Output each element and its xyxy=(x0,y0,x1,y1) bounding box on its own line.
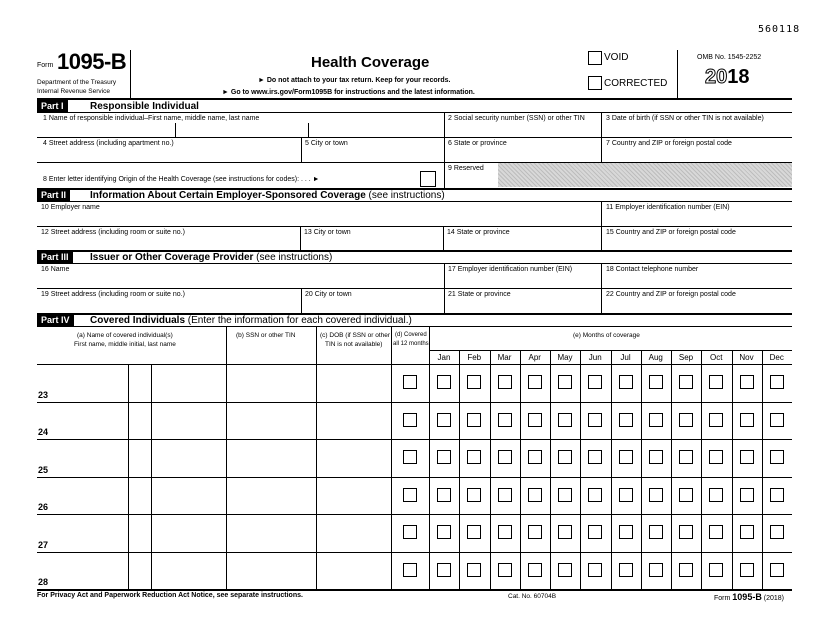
row-number: 27 xyxy=(38,539,49,550)
form-number: 1095-B xyxy=(57,49,127,74)
month-checkbox-mar[interactable] xyxy=(498,413,512,427)
part-4-title-text: Covered Individuals xyxy=(90,315,186,326)
field-10-label: 10 Employer name xyxy=(41,204,100,211)
row-number: 26 xyxy=(38,502,49,512)
col-c-header-1: (c) DOB (if SSN or other xyxy=(320,332,391,339)
month-checkbox-feb[interactable] xyxy=(467,413,481,427)
month-checkbox-may[interactable] xyxy=(558,375,572,389)
month-checkbox-nov[interactable] xyxy=(740,413,754,427)
month-checkbox-may[interactable] xyxy=(558,563,572,577)
row-number: 28 xyxy=(38,577,49,587)
field-21-label: 21 State or province xyxy=(448,291,511,298)
corrected-checkbox[interactable] xyxy=(588,76,602,90)
month-checkbox-dec[interactable] xyxy=(770,375,784,389)
void-label: VOID xyxy=(604,52,629,63)
month-checkbox-jul[interactable] xyxy=(619,413,633,427)
month-checkbox-sep[interactable] xyxy=(679,413,693,427)
month-checkbox-dec[interactable] xyxy=(770,563,784,577)
covered-all-12-months-checkbox[interactable] xyxy=(403,488,417,502)
tax-year-outline: 20 xyxy=(705,66,728,88)
month-checkbox-mar[interactable] xyxy=(498,525,512,539)
month-checkbox-jun[interactable] xyxy=(588,563,602,577)
month-checkbox-aug[interactable] xyxy=(649,375,663,389)
month-header-nov: Nov xyxy=(739,353,754,362)
month-checkbox-mar[interactable] xyxy=(498,563,512,577)
month-checkbox-sep[interactable] xyxy=(679,525,693,539)
month-checkbox-feb[interactable] xyxy=(467,450,481,464)
month-checkbox-sep[interactable] xyxy=(679,450,693,464)
field-14-label: 14 State or province xyxy=(447,229,510,236)
field-7-label: 7 Country and ZIP or foreign postal code xyxy=(606,140,732,147)
month-checkbox-oct[interactable] xyxy=(709,413,723,427)
field-6-label: 6 State or province xyxy=(448,140,507,147)
field-5-label: 5 City or town xyxy=(305,140,348,147)
month-header-dec: Dec xyxy=(769,353,784,362)
field-11-label: 11 Employer identification number (EIN) xyxy=(606,204,730,211)
month-checkbox-apr[interactable] xyxy=(528,563,542,577)
month-header-jul: Jul xyxy=(620,353,631,362)
month-header-feb: Feb xyxy=(467,353,482,362)
month-checkbox-jul[interactable] xyxy=(619,450,633,464)
month-checkbox-may[interactable] xyxy=(558,488,572,502)
month-checkbox-jun[interactable] xyxy=(588,450,602,464)
month-checkbox-sep[interactable] xyxy=(679,488,693,502)
field-13-label: 13 City or town xyxy=(304,229,351,236)
month-checkbox-jan[interactable] xyxy=(437,525,451,539)
month-checkbox-feb[interactable] xyxy=(467,563,481,577)
row-number: 25 xyxy=(38,464,49,475)
month-checkbox-jan[interactable] xyxy=(437,413,451,427)
month-checkbox-jun[interactable] xyxy=(588,488,602,502)
field-4-label: 4 Street address (including apartment no.) xyxy=(43,140,174,147)
month-header-oct: Oct xyxy=(710,353,723,362)
month-checkbox-jun[interactable] xyxy=(588,375,602,389)
month-checkbox-aug[interactable] xyxy=(649,563,663,577)
month-checkbox-aug[interactable] xyxy=(649,525,663,539)
field-20-label: 20 City or town xyxy=(305,291,352,298)
part-2-title-note: (see instructions) xyxy=(365,190,445,201)
month-checkbox-jan[interactable] xyxy=(437,375,451,389)
col-e-header: (e) Months of coverage xyxy=(573,332,640,339)
footer-form-number: 1095-B xyxy=(732,592,762,602)
month-checkbox-sep[interactable] xyxy=(679,563,693,577)
month-checkbox-jun[interactable] xyxy=(588,525,602,539)
month-checkbox-dec[interactable] xyxy=(770,450,784,464)
field-19-label: 19 Street address (including room or suite no.) xyxy=(41,291,185,298)
part-4-label: Part IV xyxy=(37,314,74,327)
part-4-title-note: (Enter the information for each covered individual.) xyxy=(185,315,412,326)
month-checkbox-nov[interactable] xyxy=(740,563,754,577)
footer-notice: For Privacy Act and Paperwork Reduction Act Notice, see separate instructions. xyxy=(37,592,303,599)
page-title: Health Coverage xyxy=(311,54,430,71)
month-checkbox-dec[interactable] xyxy=(770,413,784,427)
month-checkbox-feb[interactable] xyxy=(467,488,481,502)
month-header-apr: Apr xyxy=(528,353,541,362)
col-b-header: (b) SSN or other TIN xyxy=(236,332,296,339)
covered-all-12-months-checkbox[interactable] xyxy=(403,375,417,389)
footer-form-id xyxy=(714,592,784,602)
part-2-label: Part II xyxy=(37,189,70,202)
part-2-title-text: Information About Certain Employer-Sponsored Coverage xyxy=(90,190,366,201)
month-checkbox-nov[interactable] xyxy=(740,375,754,389)
part-1-label: Part I xyxy=(37,100,68,113)
part-3-title-note: (see instructions) xyxy=(253,252,333,263)
month-checkbox-may[interactable] xyxy=(558,525,572,539)
part-1-title: Responsible Individual xyxy=(90,101,199,112)
month-checkbox-oct[interactable] xyxy=(709,563,723,577)
irs-line: Internal Revenue Service xyxy=(37,88,110,95)
form-word: Form xyxy=(37,62,54,69)
col-d-header-1: (d) Covered xyxy=(395,332,427,338)
row-number: 24 xyxy=(38,427,49,437)
month-checkbox-jan[interactable] xyxy=(437,563,451,577)
footer-form-year: (2018) xyxy=(763,595,785,602)
col-a-header-2: First name, middle initial, last name xyxy=(74,341,176,348)
row-number: 23 xyxy=(38,389,49,400)
month-checkbox-apr[interactable] xyxy=(528,525,542,539)
void-checkbox[interactable] xyxy=(588,51,602,65)
month-checkbox-nov[interactable] xyxy=(740,525,754,539)
month-checkbox-jan[interactable] xyxy=(437,450,451,464)
footer-form-word: Form xyxy=(714,595,731,602)
field-8-label: 8 Enter letter identifying Origin of the Health Coverage (see instructions for codes): . . . ► xyxy=(43,176,320,183)
col-a-header-1: (a) Name of covered individual(s) xyxy=(77,332,173,339)
col-d-header-2: all 12 months xyxy=(393,341,429,347)
field-17-label: 17 Employer identification number (EIN) xyxy=(448,266,573,273)
month-checkbox-jul[interactable] xyxy=(619,375,633,389)
covered-all-12-months-checkbox[interactable] xyxy=(403,525,417,539)
field-22-label: 22 Country and ZIP or foreign postal code xyxy=(606,291,736,298)
covered-all-12-months-checkbox[interactable] xyxy=(403,450,417,464)
month-checkbox-may[interactable] xyxy=(558,413,572,427)
month-checkbox-aug[interactable] xyxy=(649,488,663,502)
month-checkbox-oct[interactable] xyxy=(709,525,723,539)
month-checkbox-nov[interactable] xyxy=(740,488,754,502)
reserved-shaded-area xyxy=(498,163,792,187)
month-header-mar: Mar xyxy=(497,353,512,362)
department-line: Department of the Treasury xyxy=(37,79,117,86)
part-3-title-text: Issuer or Other Coverage Provider xyxy=(90,252,254,263)
month-header-jan: Jan xyxy=(437,353,451,362)
field-18-label: 18 Contact telephone number xyxy=(606,266,699,273)
month-checkbox-sep[interactable] xyxy=(679,375,693,389)
covered-all-12-months-checkbox[interactable] xyxy=(403,563,417,577)
month-checkbox-oct[interactable] xyxy=(709,488,723,502)
month-checkbox-mar[interactable] xyxy=(498,450,512,464)
month-header-jun: Jun xyxy=(588,353,602,362)
month-checkbox-nov[interactable] xyxy=(740,450,754,464)
month-checkbox-mar[interactable] xyxy=(498,488,512,502)
field-12-label: 12 Street address (including room or suite no.) xyxy=(41,229,185,236)
month-checkbox-oct[interactable] xyxy=(709,450,723,464)
part-3-label: Part III xyxy=(37,251,73,264)
month-checkbox-apr[interactable] xyxy=(528,375,542,389)
covered-all-12-months-checkbox[interactable] xyxy=(403,413,417,427)
month-checkbox-jun[interactable] xyxy=(588,413,602,427)
field-15-label: 15 Country and ZIP or foreign postal code xyxy=(606,229,736,236)
month-checkbox-feb[interactable] xyxy=(467,375,481,389)
field-2-label: 2 Social security number (SSN) or other TIN xyxy=(448,115,585,122)
month-checkbox-apr[interactable] xyxy=(528,488,542,502)
month-checkbox-dec[interactable] xyxy=(770,525,784,539)
month-checkbox-dec[interactable] xyxy=(770,488,784,502)
corrected-label: CORRECTED xyxy=(604,78,668,89)
month-checkbox-aug[interactable] xyxy=(649,450,663,464)
tax-year-bold: 18 xyxy=(727,66,750,88)
field-3-label: 3 Date of birth (if SSN or other TIN is not available) xyxy=(606,115,764,122)
month-checkbox-jan[interactable] xyxy=(437,488,451,502)
month-checkbox-jul[interactable] xyxy=(619,525,633,539)
month-checkbox-feb[interactable] xyxy=(467,525,481,539)
instruction-line-2: ► Go to www.irs.gov/Form1095B for instructions and the latest information. xyxy=(222,89,475,96)
origin-code-input[interactable] xyxy=(420,171,436,187)
field-9-label: 9 Reserved xyxy=(448,165,484,172)
month-checkbox-jul[interactable] xyxy=(619,488,633,502)
field-16-label: 16 Name xyxy=(41,266,70,273)
month-header-sep: Sep xyxy=(678,353,694,362)
month-checkbox-oct[interactable] xyxy=(709,375,723,389)
month-header-aug: Aug xyxy=(648,353,663,362)
month-checkbox-mar[interactable] xyxy=(498,375,512,389)
tax-year xyxy=(705,66,750,89)
catalog-number: Cat. No. 60704B xyxy=(508,593,557,600)
form-code: 560118 xyxy=(758,24,801,35)
field-1-label: 1 Name of responsible individual–First name, middle name, last name xyxy=(43,115,260,122)
omb-number: OMB No. 1545-2252 xyxy=(697,54,762,61)
month-header-may: May xyxy=(557,353,573,362)
month-checkbox-may[interactable] xyxy=(558,450,572,464)
month-checkbox-apr[interactable] xyxy=(528,450,542,464)
instruction-line-1: ► Do not attach to your tax return. Keep for your records. xyxy=(258,77,451,84)
col-c-header-2: TIN is not available) xyxy=(325,341,383,348)
month-checkbox-aug[interactable] xyxy=(649,413,663,427)
month-checkbox-jul[interactable] xyxy=(619,563,633,577)
month-checkbox-apr[interactable] xyxy=(528,413,542,427)
